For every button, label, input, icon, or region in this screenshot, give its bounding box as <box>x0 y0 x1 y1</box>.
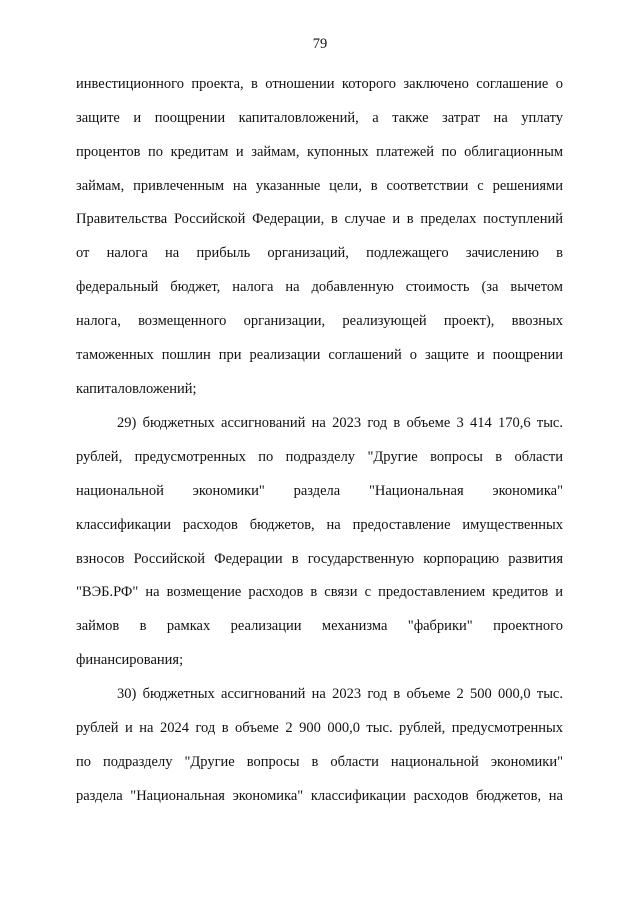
text-line: от налога на прибыль организаций, подлежащего зачислению в <box>76 245 563 261</box>
text-line: раздела "Национальная экономика" классификации расходов бюджетов, на <box>76 788 563 804</box>
text-line: займам, привлеченным на указанные цели, в соответствии с решениями <box>76 178 563 194</box>
text-line: национальной экономики" раздела "Национальная экономика" <box>76 483 563 499</box>
text-line: процентов по кредитам и займам, купонных платежей по облигационным <box>76 144 563 160</box>
text-line: налога, возмещенного организации, реализующей проект), ввозных <box>76 313 563 329</box>
text-line: по подразделу "Другие вопросы в области национальной экономики" <box>76 754 563 770</box>
text-line: классификации расходов бюджетов, на предоставление имущественных <box>76 517 563 533</box>
text-line: "ВЭБ.РФ" на возмещение расходов в связи с предоставлением кредитов и <box>76 584 563 600</box>
paragraph-30-first-line: 30) бюджетных ассигнований на 2023 год в объеме 2 500 000,0 тыс. <box>117 686 563 702</box>
text-line: защите и поощрении капиталовложений, а также затрат на уплату <box>76 110 563 126</box>
text-line: таможенных пошлин при реализации соглашений о защите и поощрении <box>76 347 563 363</box>
text-line: федеральный бюджет, налога на добавленную стоимость (за вычетом <box>76 279 563 295</box>
text-line: займов в рамках реализации механизма "фабрики" проектного <box>76 618 563 634</box>
text-line: взносов Российской Федерации в государственную корпорацию развития <box>76 551 563 567</box>
text-line: финансирования; <box>76 652 184 668</box>
page-number: 79 <box>312 36 328 52</box>
paragraph-29-first-line: 29) бюджетных ассигнований на 2023 год в объеме 3 414 170,6 тыс. <box>117 415 563 431</box>
text-line: рублей и на 2024 год в объеме 2 900 000,0 тыс. рублей, предусмотренных <box>76 720 563 736</box>
text-line: инвестиционного проекта, в отношении которого заключено соглашение о <box>76 76 563 92</box>
text-line: Правительства Российской Федерации, в случае и в пределах поступлений <box>76 211 563 227</box>
text-line: капиталовложений; <box>76 381 197 397</box>
text-line: рублей, предусмотренных по подразделу "Другие вопросы в области <box>76 449 563 465</box>
